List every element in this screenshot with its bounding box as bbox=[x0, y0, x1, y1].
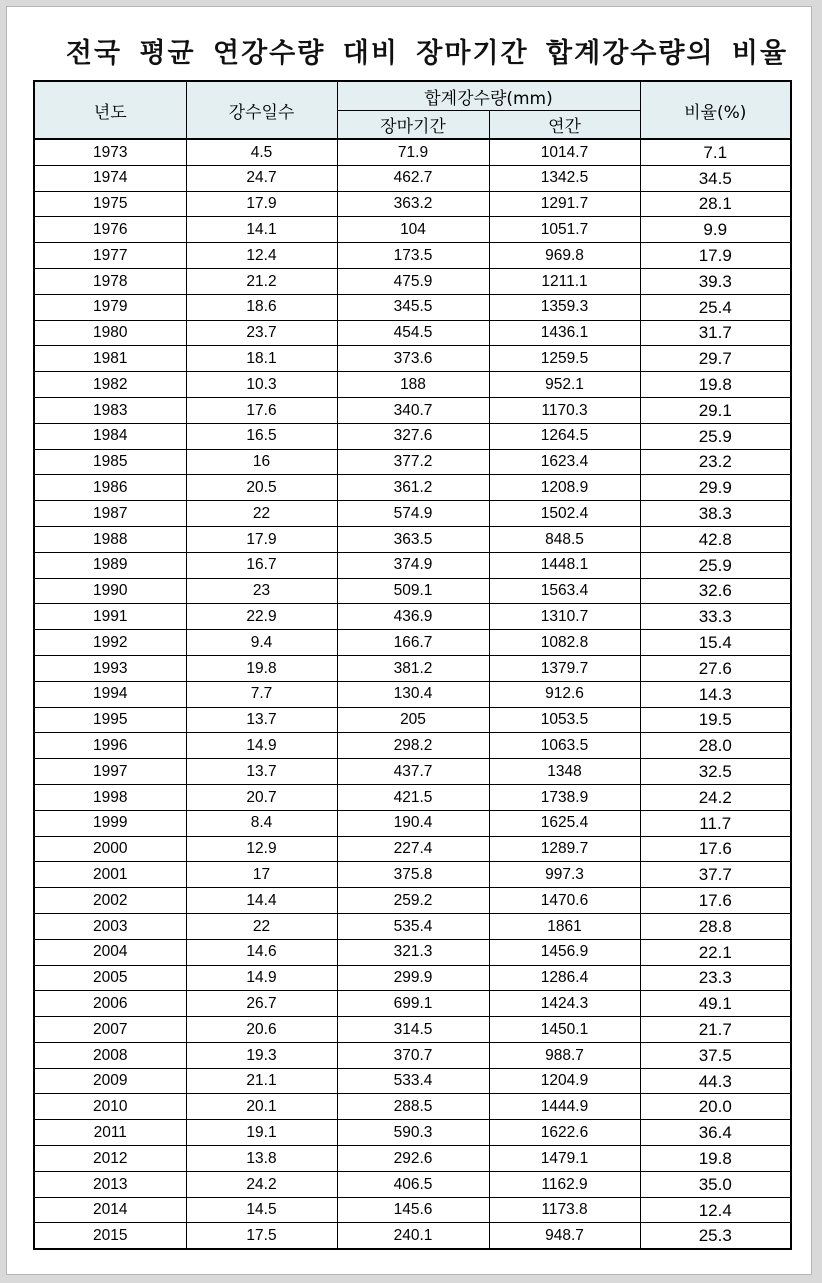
ratio-cell: 12.4 bbox=[640, 1197, 791, 1223]
annual-rainfall-cell: 912.6 bbox=[489, 681, 640, 707]
annual-rainfall-cell: 1448.1 bbox=[489, 552, 640, 578]
annual-rainfall-cell: 1259.5 bbox=[489, 346, 640, 372]
rain-days-cell: 8.4 bbox=[186, 810, 337, 836]
table-row bbox=[34, 526, 791, 552]
monsoon-rainfall-cell: 375.8 bbox=[337, 862, 489, 888]
year-cell: 2008 bbox=[34, 1042, 186, 1068]
year-cell: 2006 bbox=[34, 991, 186, 1017]
ratio-cell: 24.2 bbox=[640, 784, 791, 810]
annual-rainfall-cell: 1436.1 bbox=[489, 320, 640, 346]
annual-rainfall-cell: 1456.9 bbox=[489, 939, 640, 965]
annual-rainfall-cell: 1082.8 bbox=[489, 630, 640, 656]
table-row bbox=[34, 552, 791, 578]
ratio-cell: 44.3 bbox=[640, 1068, 791, 1094]
ratio-cell: 37.7 bbox=[640, 862, 791, 888]
rain-days-cell: 17.5 bbox=[186, 1223, 337, 1249]
rainfall-table bbox=[33, 80, 792, 1250]
monsoon-rainfall-cell: 370.7 bbox=[337, 1042, 489, 1068]
rain-days-cell: 24.2 bbox=[186, 1171, 337, 1197]
monsoon-rainfall-cell: 699.1 bbox=[337, 991, 489, 1017]
table-row bbox=[34, 939, 791, 965]
table-row bbox=[34, 707, 791, 733]
ratio-cell: 17.6 bbox=[640, 888, 791, 914]
monsoon-rainfall-cell: 227.4 bbox=[337, 836, 489, 862]
table-row bbox=[34, 913, 791, 939]
annual-rainfall-cell: 997.3 bbox=[489, 862, 640, 888]
year-cell: 1999 bbox=[34, 810, 186, 836]
table-row bbox=[34, 243, 791, 269]
monsoon-rainfall-cell: 288.5 bbox=[337, 1094, 489, 1120]
ratio-cell: 25.4 bbox=[640, 294, 791, 320]
monsoon-rainfall-cell: 406.5 bbox=[337, 1171, 489, 1197]
document-frame bbox=[6, 6, 812, 1275]
ratio-cell: 34.5 bbox=[640, 165, 791, 191]
annual-rainfall-cell: 1444.9 bbox=[489, 1094, 640, 1120]
year-cell: 2000 bbox=[34, 836, 186, 862]
table-row bbox=[34, 810, 791, 836]
annual-rainfall-cell: 988.7 bbox=[489, 1042, 640, 1068]
annual-rainfall-cell: 1291.7 bbox=[489, 191, 640, 217]
monsoon-rainfall-cell: 454.5 bbox=[337, 320, 489, 346]
header-annual: 연간 bbox=[489, 111, 640, 140]
ratio-cell: 27.6 bbox=[640, 655, 791, 681]
year-cell: 1986 bbox=[34, 475, 186, 501]
year-cell: 1973 bbox=[34, 139, 186, 165]
table-row bbox=[34, 759, 791, 785]
year-cell: 2009 bbox=[34, 1068, 186, 1094]
rain-days-cell: 19.3 bbox=[186, 1042, 337, 1068]
ratio-cell: 25.9 bbox=[640, 552, 791, 578]
rain-days-cell: 7.7 bbox=[186, 681, 337, 707]
year-cell: 1976 bbox=[34, 217, 186, 243]
annual-rainfall-cell: 1563.4 bbox=[489, 578, 640, 604]
ratio-cell: 14.3 bbox=[640, 681, 791, 707]
rain-days-cell: 10.3 bbox=[186, 372, 337, 398]
annual-rainfall-cell: 1051.7 bbox=[489, 217, 640, 243]
annual-rainfall-cell: 1211.1 bbox=[489, 268, 640, 294]
annual-rainfall-cell: 1348 bbox=[489, 759, 640, 785]
year-cell: 2012 bbox=[34, 1146, 186, 1172]
ratio-cell: 33.3 bbox=[640, 604, 791, 630]
ratio-cell: 17.6 bbox=[640, 836, 791, 862]
year-cell: 1991 bbox=[34, 604, 186, 630]
annual-rainfall-cell: 1310.7 bbox=[489, 604, 640, 630]
year-cell: 1979 bbox=[34, 294, 186, 320]
ratio-cell: 39.3 bbox=[640, 268, 791, 294]
table-row bbox=[34, 346, 791, 372]
table-body bbox=[34, 139, 791, 1249]
ratio-cell: 29.7 bbox=[640, 346, 791, 372]
monsoon-rainfall-cell: 259.2 bbox=[337, 888, 489, 914]
monsoon-rainfall-cell: 104 bbox=[337, 217, 489, 243]
table-row bbox=[34, 630, 791, 656]
table-row bbox=[34, 604, 791, 630]
annual-rainfall-cell: 1625.4 bbox=[489, 810, 640, 836]
ratio-cell: 23.2 bbox=[640, 449, 791, 475]
monsoon-rainfall-cell: 292.6 bbox=[337, 1146, 489, 1172]
monsoon-rainfall-cell: 130.4 bbox=[337, 681, 489, 707]
year-cell: 1997 bbox=[34, 759, 186, 785]
annual-rainfall-cell: 1204.9 bbox=[489, 1068, 640, 1094]
year-cell: 1992 bbox=[34, 630, 186, 656]
monsoon-rainfall-cell: 321.3 bbox=[337, 939, 489, 965]
ratio-cell: 25.9 bbox=[640, 423, 791, 449]
rain-days-cell: 21.2 bbox=[186, 268, 337, 294]
rain-days-cell: 18.6 bbox=[186, 294, 337, 320]
monsoon-rainfall-cell: 166.7 bbox=[337, 630, 489, 656]
rain-days-cell: 23.7 bbox=[186, 320, 337, 346]
monsoon-rainfall-cell: 299.9 bbox=[337, 965, 489, 991]
annual-rainfall-cell: 1162.9 bbox=[489, 1171, 640, 1197]
rain-days-cell: 13.7 bbox=[186, 759, 337, 785]
annual-rainfall-cell: 948.7 bbox=[489, 1223, 640, 1249]
monsoon-rainfall-cell: 533.4 bbox=[337, 1068, 489, 1094]
annual-rainfall-cell: 1014.7 bbox=[489, 139, 640, 165]
ratio-cell: 37.5 bbox=[640, 1042, 791, 1068]
monsoon-rainfall-cell: 361.2 bbox=[337, 475, 489, 501]
table-row bbox=[34, 1068, 791, 1094]
year-cell: 2003 bbox=[34, 913, 186, 939]
rain-days-cell: 21.1 bbox=[186, 1068, 337, 1094]
monsoon-rainfall-cell: 509.1 bbox=[337, 578, 489, 604]
year-cell: 1998 bbox=[34, 784, 186, 810]
rain-days-cell: 23 bbox=[186, 578, 337, 604]
rain-days-cell: 4.5 bbox=[186, 139, 337, 165]
table-row bbox=[34, 449, 791, 475]
table-row bbox=[34, 784, 791, 810]
rain-days-cell: 22 bbox=[186, 913, 337, 939]
year-cell: 1982 bbox=[34, 372, 186, 398]
rain-days-cell: 13.8 bbox=[186, 1146, 337, 1172]
annual-rainfall-cell: 1359.3 bbox=[489, 294, 640, 320]
ratio-cell: 20.0 bbox=[640, 1094, 791, 1120]
ratio-cell: 19.8 bbox=[640, 372, 791, 398]
table-row bbox=[34, 475, 791, 501]
year-cell: 2007 bbox=[34, 1017, 186, 1043]
monsoon-rainfall-cell: 240.1 bbox=[337, 1223, 489, 1249]
monsoon-rainfall-cell: 381.2 bbox=[337, 655, 489, 681]
monsoon-rainfall-cell: 363.5 bbox=[337, 526, 489, 552]
annual-rainfall-cell: 1379.7 bbox=[489, 655, 640, 681]
annual-rainfall-cell: 1479.1 bbox=[489, 1146, 640, 1172]
table-row bbox=[34, 681, 791, 707]
table-row bbox=[34, 862, 791, 888]
year-cell: 2014 bbox=[34, 1197, 186, 1223]
year-cell: 1995 bbox=[34, 707, 186, 733]
year-cell: 1996 bbox=[34, 733, 186, 759]
table-row bbox=[34, 733, 791, 759]
rain-days-cell: 14.5 bbox=[186, 1197, 337, 1223]
rain-days-cell: 16.7 bbox=[186, 552, 337, 578]
ratio-cell: 7.1 bbox=[640, 139, 791, 165]
rain-days-cell: 22.9 bbox=[186, 604, 337, 630]
ratio-cell: 32.5 bbox=[640, 759, 791, 785]
rain-days-cell: 12.9 bbox=[186, 836, 337, 862]
rain-days-cell: 17.6 bbox=[186, 397, 337, 423]
ratio-cell: 28.8 bbox=[640, 913, 791, 939]
annual-rainfall-cell: 969.8 bbox=[489, 243, 640, 269]
monsoon-rainfall-cell: 190.4 bbox=[337, 810, 489, 836]
monsoon-rainfall-cell: 298.2 bbox=[337, 733, 489, 759]
year-cell: 1985 bbox=[34, 449, 186, 475]
rain-days-cell: 26.7 bbox=[186, 991, 337, 1017]
year-cell: 1990 bbox=[34, 578, 186, 604]
rain-days-cell: 12.4 bbox=[186, 243, 337, 269]
table-row bbox=[34, 165, 791, 191]
table-row bbox=[34, 217, 791, 243]
rain-days-cell: 19.8 bbox=[186, 655, 337, 681]
monsoon-rainfall-cell: 145.6 bbox=[337, 1197, 489, 1223]
annual-rainfall-cell: 1342.5 bbox=[489, 165, 640, 191]
table-row bbox=[34, 139, 791, 165]
table-row bbox=[34, 268, 791, 294]
table-row bbox=[34, 423, 791, 449]
annual-rainfall-cell: 1502.4 bbox=[489, 501, 640, 527]
rain-days-cell: 17.9 bbox=[186, 526, 337, 552]
monsoon-rainfall-cell: 173.5 bbox=[337, 243, 489, 269]
monsoon-rainfall-cell: 437.7 bbox=[337, 759, 489, 785]
header-rain-days: 강수일수 bbox=[186, 81, 337, 139]
year-cell: 1993 bbox=[34, 655, 186, 681]
rain-days-cell: 13.7 bbox=[186, 707, 337, 733]
monsoon-rainfall-cell: 363.2 bbox=[337, 191, 489, 217]
table-row bbox=[34, 191, 791, 217]
table-row bbox=[34, 320, 791, 346]
ratio-cell: 23.3 bbox=[640, 965, 791, 991]
monsoon-rainfall-cell: 475.9 bbox=[337, 268, 489, 294]
rain-days-cell: 16 bbox=[186, 449, 337, 475]
header-monsoon-period: 장마기간 bbox=[337, 111, 489, 140]
header-total-rainfall: 합계강수량(mm) bbox=[337, 81, 640, 111]
monsoon-rainfall-cell: 188 bbox=[337, 372, 489, 398]
rain-days-cell: 20.1 bbox=[186, 1094, 337, 1120]
monsoon-rainfall-cell: 345.5 bbox=[337, 294, 489, 320]
rain-days-cell: 14.9 bbox=[186, 965, 337, 991]
annual-rainfall-cell: 952.1 bbox=[489, 372, 640, 398]
ratio-cell: 29.1 bbox=[640, 397, 791, 423]
annual-rainfall-cell: 1063.5 bbox=[489, 733, 640, 759]
year-cell: 1975 bbox=[34, 191, 186, 217]
annual-rainfall-cell: 1424.3 bbox=[489, 991, 640, 1017]
rain-days-cell: 17 bbox=[186, 862, 337, 888]
rain-days-cell: 20.7 bbox=[186, 784, 337, 810]
table-row bbox=[34, 1146, 791, 1172]
ratio-cell: 11.7 bbox=[640, 810, 791, 836]
table-row bbox=[34, 1017, 791, 1043]
table-row bbox=[34, 372, 791, 398]
monsoon-rainfall-cell: 436.9 bbox=[337, 604, 489, 630]
year-cell: 1987 bbox=[34, 501, 186, 527]
rain-days-cell: 14.4 bbox=[186, 888, 337, 914]
ratio-cell: 19.5 bbox=[640, 707, 791, 733]
monsoon-rainfall-cell: 462.7 bbox=[337, 165, 489, 191]
ratio-cell: 28.0 bbox=[640, 733, 791, 759]
year-cell: 2013 bbox=[34, 1171, 186, 1197]
year-cell: 1988 bbox=[34, 526, 186, 552]
year-cell: 1974 bbox=[34, 165, 186, 191]
ratio-cell: 21.7 bbox=[640, 1017, 791, 1043]
annual-rainfall-cell: 1450.1 bbox=[489, 1017, 640, 1043]
rain-days-cell: 20.6 bbox=[186, 1017, 337, 1043]
annual-rainfall-cell: 1208.9 bbox=[489, 475, 640, 501]
annual-rainfall-cell: 848.5 bbox=[489, 526, 640, 552]
table-row bbox=[34, 294, 791, 320]
annual-rainfall-cell: 1264.5 bbox=[489, 423, 640, 449]
annual-rainfall-cell: 1622.6 bbox=[489, 1120, 640, 1146]
year-cell: 1983 bbox=[34, 397, 186, 423]
rain-days-cell: 14.6 bbox=[186, 939, 337, 965]
year-cell: 2005 bbox=[34, 965, 186, 991]
table-row bbox=[34, 397, 791, 423]
ratio-cell: 17.9 bbox=[640, 243, 791, 269]
table-row bbox=[34, 1197, 791, 1223]
rain-days-cell: 9.4 bbox=[186, 630, 337, 656]
year-cell: 1981 bbox=[34, 346, 186, 372]
year-cell: 2001 bbox=[34, 862, 186, 888]
annual-rainfall-cell: 1053.5 bbox=[489, 707, 640, 733]
rain-days-cell: 22 bbox=[186, 501, 337, 527]
ratio-cell: 35.0 bbox=[640, 1171, 791, 1197]
table-row bbox=[34, 1120, 791, 1146]
year-cell: 1989 bbox=[34, 552, 186, 578]
monsoon-rainfall-cell: 374.9 bbox=[337, 552, 489, 578]
monsoon-rainfall-cell: 327.6 bbox=[337, 423, 489, 449]
ratio-cell: 25.3 bbox=[640, 1223, 791, 1249]
annual-rainfall-cell: 1289.7 bbox=[489, 836, 640, 862]
year-cell: 2010 bbox=[34, 1094, 186, 1120]
ratio-cell: 28.1 bbox=[640, 191, 791, 217]
monsoon-rainfall-cell: 314.5 bbox=[337, 1017, 489, 1043]
annual-rainfall-cell: 1623.4 bbox=[489, 449, 640, 475]
table-row bbox=[34, 655, 791, 681]
rain-days-cell: 14.1 bbox=[186, 217, 337, 243]
ratio-cell: 49.1 bbox=[640, 991, 791, 1017]
table-row bbox=[34, 501, 791, 527]
annual-rainfall-cell: 1173.8 bbox=[489, 1197, 640, 1223]
rain-days-cell: 17.9 bbox=[186, 191, 337, 217]
annual-rainfall-cell: 1470.6 bbox=[489, 888, 640, 914]
monsoon-rainfall-cell: 574.9 bbox=[337, 501, 489, 527]
rain-days-cell: 14.9 bbox=[186, 733, 337, 759]
ratio-cell: 42.8 bbox=[640, 526, 791, 552]
monsoon-rainfall-cell: 205 bbox=[337, 707, 489, 733]
year-cell: 2011 bbox=[34, 1120, 186, 1146]
ratio-cell: 38.3 bbox=[640, 501, 791, 527]
monsoon-rainfall-cell: 535.4 bbox=[337, 913, 489, 939]
annual-rainfall-cell: 1170.3 bbox=[489, 397, 640, 423]
year-cell: 2004 bbox=[34, 939, 186, 965]
rain-days-cell: 19.1 bbox=[186, 1120, 337, 1146]
rain-days-cell: 18.1 bbox=[186, 346, 337, 372]
monsoon-rainfall-cell: 590.3 bbox=[337, 1120, 489, 1146]
page-title: 전국 평균 연강수량 대비 장마기간 합계강수량의 비율 bbox=[65, 38, 789, 69]
table-row bbox=[34, 888, 791, 914]
rain-days-cell: 16.5 bbox=[186, 423, 337, 449]
rain-days-cell: 20.5 bbox=[186, 475, 337, 501]
rain-days-cell: 24.7 bbox=[186, 165, 337, 191]
ratio-cell: 19.8 bbox=[640, 1146, 791, 1172]
monsoon-rainfall-cell: 340.7 bbox=[337, 397, 489, 423]
ratio-cell: 15.4 bbox=[640, 630, 791, 656]
table-row bbox=[34, 578, 791, 604]
year-cell: 1977 bbox=[34, 243, 186, 269]
ratio-cell: 32.6 bbox=[640, 578, 791, 604]
ratio-cell: 29.9 bbox=[640, 475, 791, 501]
table-row bbox=[34, 965, 791, 991]
header-ratio: 비율(%) bbox=[640, 81, 791, 139]
table-row bbox=[34, 1171, 791, 1197]
table-row bbox=[34, 991, 791, 1017]
ratio-cell: 31.7 bbox=[640, 320, 791, 346]
year-cell: 2002 bbox=[34, 888, 186, 914]
monsoon-rainfall-cell: 373.6 bbox=[337, 346, 489, 372]
year-cell: 2015 bbox=[34, 1223, 186, 1249]
monsoon-rainfall-cell: 71.9 bbox=[337, 139, 489, 165]
annual-rainfall-cell: 1286.4 bbox=[489, 965, 640, 991]
ratio-cell: 9.9 bbox=[640, 217, 791, 243]
year-cell: 1994 bbox=[34, 681, 186, 707]
table-row bbox=[34, 1223, 791, 1249]
year-cell: 1978 bbox=[34, 268, 186, 294]
annual-rainfall-cell: 1738.9 bbox=[489, 784, 640, 810]
ratio-cell: 22.1 bbox=[640, 939, 791, 965]
header-year: 년도 bbox=[34, 81, 186, 139]
table-row bbox=[34, 1042, 791, 1068]
table-row bbox=[34, 836, 791, 862]
annual-rainfall-cell: 1861 bbox=[489, 913, 640, 939]
monsoon-rainfall-cell: 377.2 bbox=[337, 449, 489, 475]
monsoon-rainfall-cell: 421.5 bbox=[337, 784, 489, 810]
table-row bbox=[34, 1094, 791, 1120]
ratio-cell: 36.4 bbox=[640, 1120, 791, 1146]
year-cell: 1984 bbox=[34, 423, 186, 449]
year-cell: 1980 bbox=[34, 320, 186, 346]
